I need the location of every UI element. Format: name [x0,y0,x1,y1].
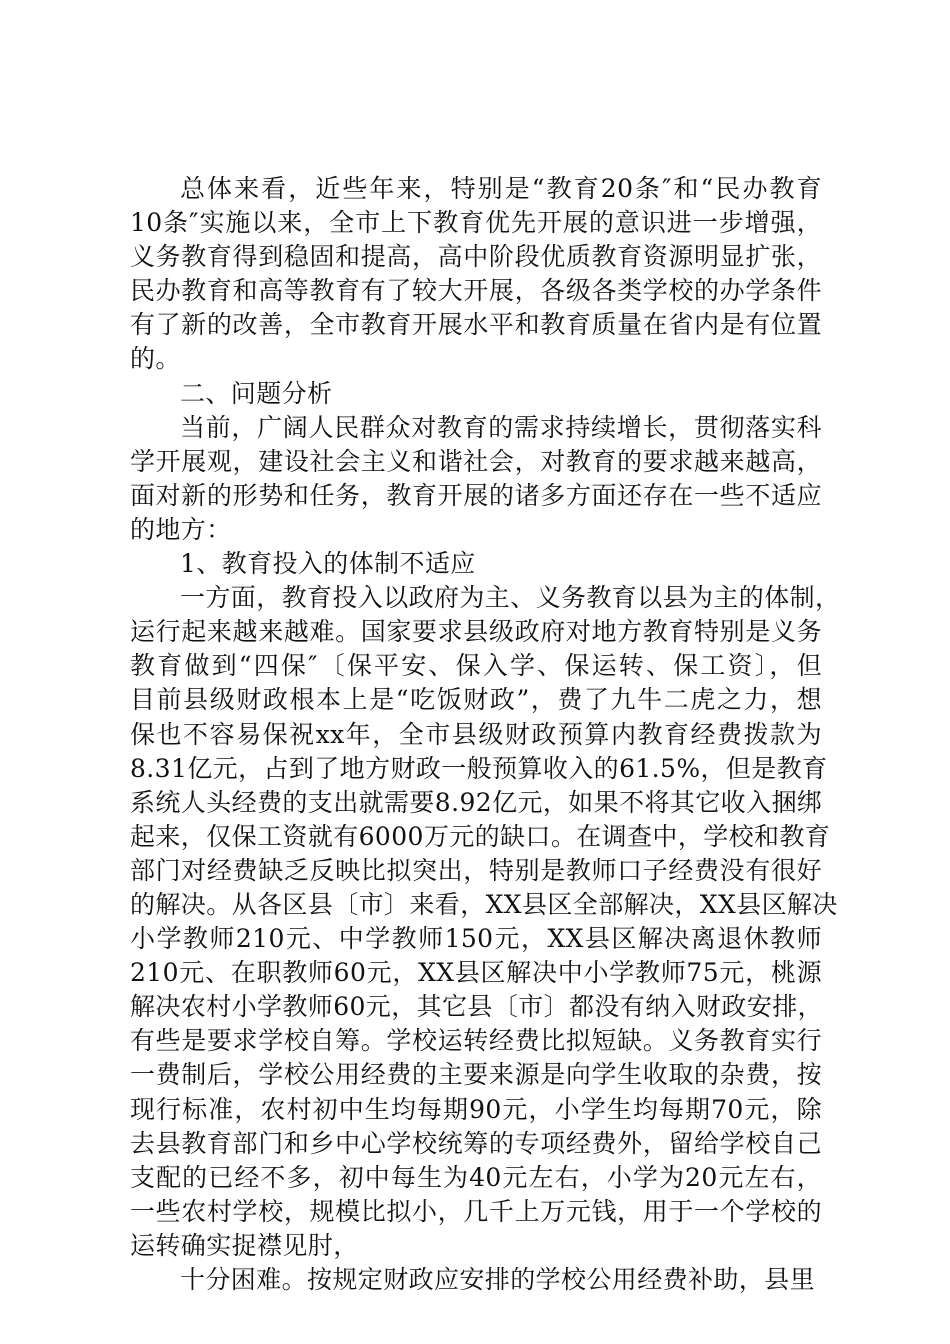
text-line: 有了新的改善，全市教育开展水平和教育质量在省内是有位置 [130,310,822,340]
text-line: 小学教师210元、中学教师150元，XX县区解决离退休教师 [130,924,822,954]
text-line: 目前县级财政根本上是“吃饭财政”，费了九牛二虎之力，想 [130,685,822,715]
text-line: 支配的已经不多，初中每生为40元左右，小学为20元左右， [130,1162,822,1192]
section-heading [130,377,822,411]
text-line: 系统人头经费的支出就需要8.92亿元，如果不将其它收入捆绑 [130,787,823,817]
text-line: 一费制后，学校公用经费的主要来源是向学生收取的杂费，按 [130,1060,822,1090]
text-line: 10条″实施以来，全市上下教育优先开展的意识进一步增强， [130,208,822,238]
paragraph [130,581,841,1263]
text-line: 去县教育部门和乡中心学校统筹的专项经费外，留给学校自己 [130,1128,822,1158]
document-body [130,172,841,1297]
text-line: 的。 [130,344,181,374]
text-line: 一些农村学校，规模比拟小，几千上万元钱，用于一个学校的 [130,1196,822,1226]
text-line: 1、教育投入的体制不适应 [180,549,476,579]
text-line: 的地方： [130,514,232,544]
text-line: 民办教育和高等教育有了较大开展，各级各类学校的办学条件 [130,276,822,306]
paragraph [130,1263,822,1297]
text-line: 8.31亿元，占到了地方财政一般预算收入的61.5%，但是教育 [130,753,828,783]
text-line: 一方面，教育投入以政府为主、义务教育以县为主的体制， [180,583,841,613]
text-line: 十分困难。按规定财政应安排的学校公用经费补助，县里 [180,1265,816,1294]
text-line: 有些是要求学校自筹。学校运转经费比拟短缺。义务教育实行 [130,1026,822,1056]
text-line: 面对新的形势和任务，教育开展的诸多方面还存在一些不适应 [130,480,822,510]
text-line: 教育做到“四保″〔保平安、保入学、保运转、保工资〕，但 [130,651,822,681]
text-line: 运行起来越来越难。国家要求县级政府对地方教育特别是义务 [130,617,822,647]
text-line: 现行标准，农村初中生均每期90元，小学生均每期70元，除 [130,1094,822,1124]
text-line: 解决农村小学教师60元，其它县〔市〕都没有纳入财政安排， [130,992,824,1022]
text-line: 当前，广阔人民群众对教育的需求持续增长，贯彻落实科 [180,412,822,442]
text-line: 的解决。从各区县〔市〕来看，XX县区全部解决，XX县区解决 [130,889,838,919]
text-line: 部门对经费缺乏反映比拟突出，特别是教师口子经费没有很好 [130,855,822,885]
text-line: 保也不容易保祝xx年，全市县级财政预算内教育经费拨款为 [130,719,822,749]
text-line: 起来，仅保工资就有6000万元的缺口。在调查中，学校和教育 [130,821,831,851]
section-heading [130,547,822,581]
text-line: 义务教育得到稳固和提高，高中阶段优质教育资源明显扩张， [130,242,822,272]
paragraph [130,411,822,547]
text-line: 二、问题分析 [180,378,333,408]
text-line: 总体来看，近些年来，特别是“教育20条″和“民办教育 [180,174,822,203]
text-line: 学开展观，建设社会主义和谐社会，对教育的要求越来越高， [130,446,822,476]
paragraph [130,172,822,377]
text-line: 210元、在职教师60元，XX县区解决中小学教师75元，桃源 [130,958,822,988]
text-line: 运转确实捉襟见肘， [130,1230,359,1260]
